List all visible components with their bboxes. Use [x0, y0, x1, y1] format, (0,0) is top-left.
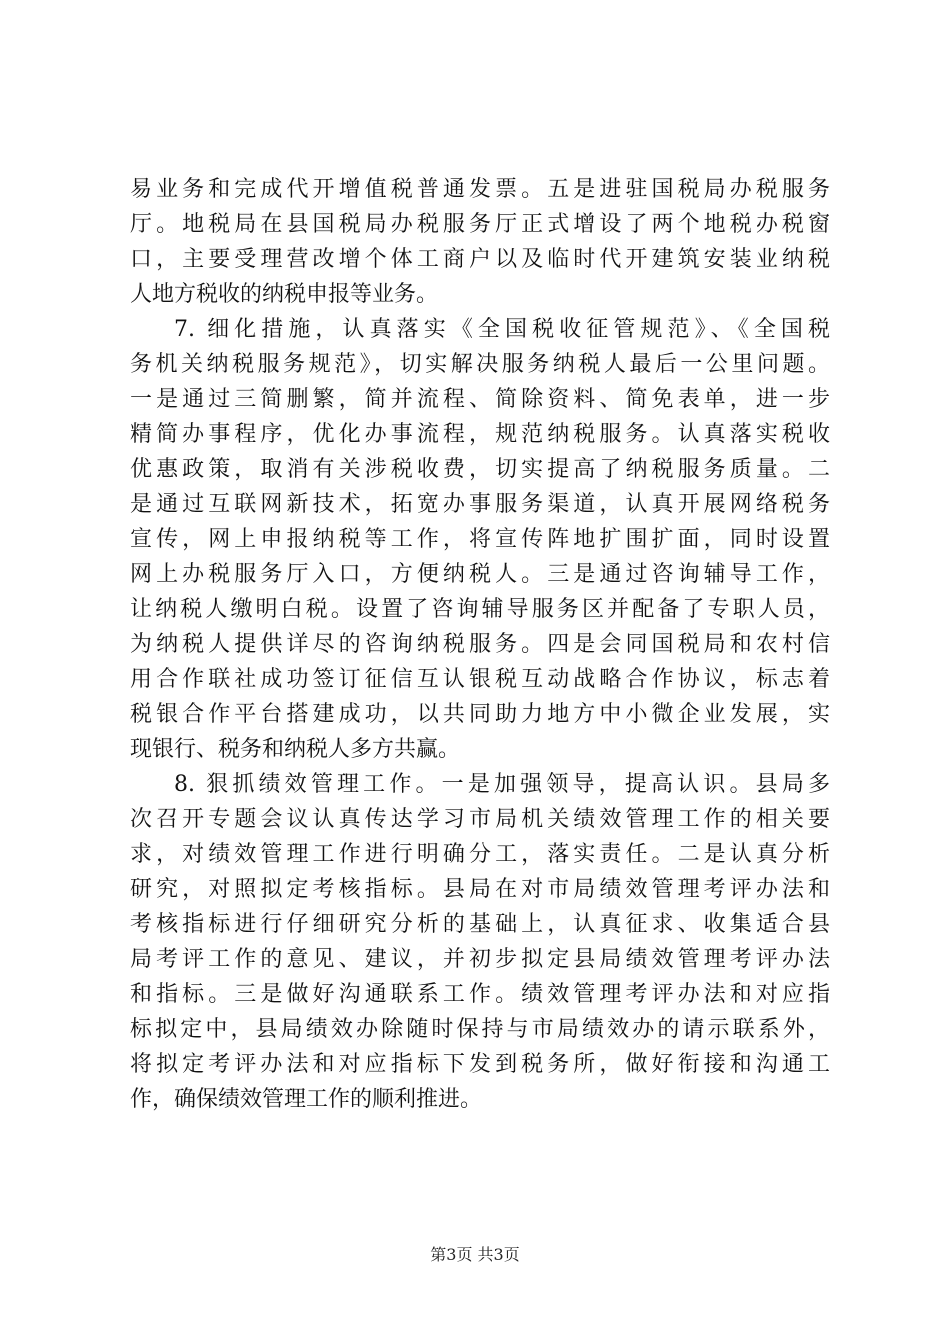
text-line: 厅。地税局在县国税局办税服务厅正式增设了两个地税办税窗: [130, 212, 830, 237]
text-line: 人地方税收的纳税申报等业务。: [130, 282, 439, 307]
text-line: 研究，对照拟定考核指标。县局在对市局绩效管理考评办法和: [130, 877, 830, 902]
text-line: 次召开专题会议认真传达学习市局机关绩效管理工作的相关要: [130, 807, 830, 832]
text-line: 标拟定中，县局绩效办除随时保持与市局绩效办的请示联系外，: [130, 1017, 830, 1042]
text-line: 宣传，网上申报纳税等工作，将宣传阵地扩围扩面，同时设置: [130, 527, 830, 552]
text-line: 网上办税服务厅入口，方便纳税人。三是通过咨询辅导工作，: [130, 562, 830, 587]
text-line: 8. 狠抓绩效管理工作。一是加强领导，提高认识。县局多: [174, 772, 830, 797]
text-line: 是通过互联网新技术，拓宽办事服务渠道，认真开展网络税务: [130, 492, 830, 517]
document-body: [130, 172, 830, 1117]
text-line: 易业务和完成代开增值税普通发票。五是进驻国税局办税服务: [130, 177, 830, 202]
page-footer: 第3页 共3页: [430, 1245, 520, 1264]
text-line: 务机关纳税服务规范》，切实解决服务纳税人最后一公里问题。: [130, 352, 830, 377]
text-line: 和指标。三是做好沟通联系工作。绩效管理考评办法和对应指: [130, 982, 830, 1007]
text-line: 优惠政策，取消有关涉税收费，切实提高了纳税服务质量。二: [130, 457, 830, 482]
text-line: 局考评工作的意见、建议，并初步拟定县局绩效管理考评办法: [130, 947, 830, 972]
text-line: 将拟定考评办法和对应指标下发到税务所，做好衔接和沟通工: [130, 1052, 830, 1077]
text-line: 口，主要受理营改增个体工商户以及临时代开建筑安装业纳税: [130, 247, 830, 272]
text-line: 让纳税人缴明白税。设置了咨询辅导服务区并配备了专职人员，: [130, 597, 830, 622]
text-line: 为纳税人提供详尽的咨询纳税服务。四是会同国税局和农村信: [130, 632, 830, 657]
text-line: 精简办事程序，优化办事流程，规范纳税服务。认真落实税收: [130, 422, 830, 447]
text-line: 考核指标进行仔细研究分析的基础上，认真征求、收集适合县: [130, 912, 830, 937]
text-line: 税银合作平台搭建成功，以共同助力地方中小微企业发展，实: [130, 702, 830, 727]
text-line: 作，确保绩效管理工作的顺利推进。: [130, 1087, 483, 1112]
text-line: 用合作联社成功签订征信互认银税互动战略合作协议，标志着: [130, 667, 830, 692]
text-line: 现银行、税务和纳税人多方共赢。: [130, 737, 461, 762]
text-line: 一是通过三简删繁，简并流程、简除资料、简免表单，进一步: [130, 387, 830, 412]
text-line: 7. 细化措施，认真落实《全国税收征管规范》、《全国税: [174, 317, 830, 342]
text-line: 求，对绩效管理工作进行明确分工，落实责任。二是认真分析: [130, 842, 830, 867]
